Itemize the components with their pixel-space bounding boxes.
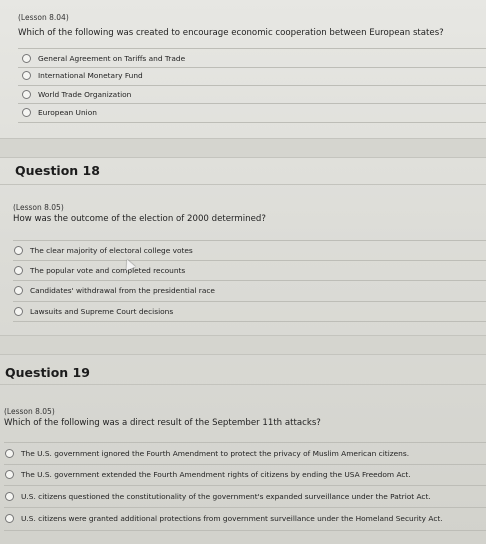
answer-label: The clear majority of electoral college votes (30, 245, 193, 255)
answer-option[interactable] (14, 262, 185, 278)
answer-label: European Union (38, 107, 97, 117)
question-prompt: Which of the following was created to encourage economic cooperation between European states? (18, 28, 444, 38)
answer-option[interactable] (14, 303, 173, 319)
lesson-ref: (Lesson 8.04) (18, 13, 69, 22)
divider (4, 464, 486, 465)
divider (4, 485, 486, 486)
radio-button[interactable] (22, 54, 31, 63)
divider (13, 260, 486, 261)
answer-option[interactable] (5, 510, 443, 526)
answer-label: International Monetary Fund (38, 70, 143, 80)
radio-button[interactable] (14, 307, 23, 316)
answer-label: U.S. citizens questioned the constitutionality of the government's expanded surveillance under the Patriot Act. (21, 491, 431, 501)
divider (18, 122, 486, 123)
answer-option[interactable] (22, 86, 131, 102)
divider (4, 507, 486, 508)
radio-button[interactable] (5, 492, 14, 501)
answer-option[interactable] (5, 466, 411, 482)
answer-label: The U.S. government ignored the Fourth Amendment to protect the privacy of Muslim American citizens. (21, 448, 410, 458)
question-separator (0, 335, 486, 355)
question-17 (0, 0, 486, 140)
question-18 (0, 158, 486, 330)
radio-button[interactable] (5, 514, 14, 523)
question-title: Question 18 (15, 163, 100, 178)
question-prompt: How was the outcome of the election of 2000 determined? (13, 214, 266, 224)
radio-button[interactable] (22, 108, 31, 117)
radio-button[interactable] (22, 71, 31, 80)
answer-label: The popular vote and completed recounts (30, 265, 186, 275)
divider (0, 184, 486, 185)
answer-label: Candidates' withdrawal from the presidential race (30, 285, 215, 295)
divider (13, 280, 486, 281)
divider (13, 321, 486, 322)
question-19 (0, 356, 486, 544)
radio-button[interactable] (14, 266, 23, 275)
radio-button[interactable] (5, 470, 14, 479)
answer-label: Lawsuits and Supreme Court decisions (30, 306, 174, 316)
divider (4, 530, 486, 531)
answer-label: U.S. citizens were granted additional protections from government surveillance under the Homeland Security Act. (21, 513, 443, 523)
answer-option[interactable] (5, 488, 431, 504)
question-prompt: Which of the following was a direct result of the September 11th attacks? (4, 418, 321, 428)
answer-label: World Trade Organization (38, 89, 132, 99)
answer-label: General Agreement on Tariffs and Trade (38, 53, 186, 63)
divider (13, 301, 486, 302)
answer-option[interactable] (14, 242, 193, 258)
question-title: Question 19 (5, 365, 90, 380)
radio-button[interactable] (14, 286, 23, 295)
divider (13, 240, 486, 241)
answer-option[interactable] (22, 67, 143, 83)
answer-option[interactable] (22, 50, 185, 66)
answer-option[interactable] (22, 104, 97, 120)
answer-option[interactable] (14, 282, 215, 298)
radio-button[interactable] (22, 90, 31, 99)
divider (4, 442, 486, 443)
divider (0, 384, 486, 385)
answer-option[interactable] (5, 445, 409, 461)
answer-label: The U.S. government extended the Fourth Amendment rights of citizens by ending the USA Freedom Act. (21, 469, 411, 479)
divider (18, 48, 486, 49)
lesson-ref: (Lesson 8.05) (4, 407, 55, 416)
lesson-ref: (Lesson 8.05) (13, 203, 64, 212)
radio-button[interactable] (5, 449, 14, 458)
radio-button[interactable] (14, 246, 23, 255)
question-separator (0, 138, 486, 158)
